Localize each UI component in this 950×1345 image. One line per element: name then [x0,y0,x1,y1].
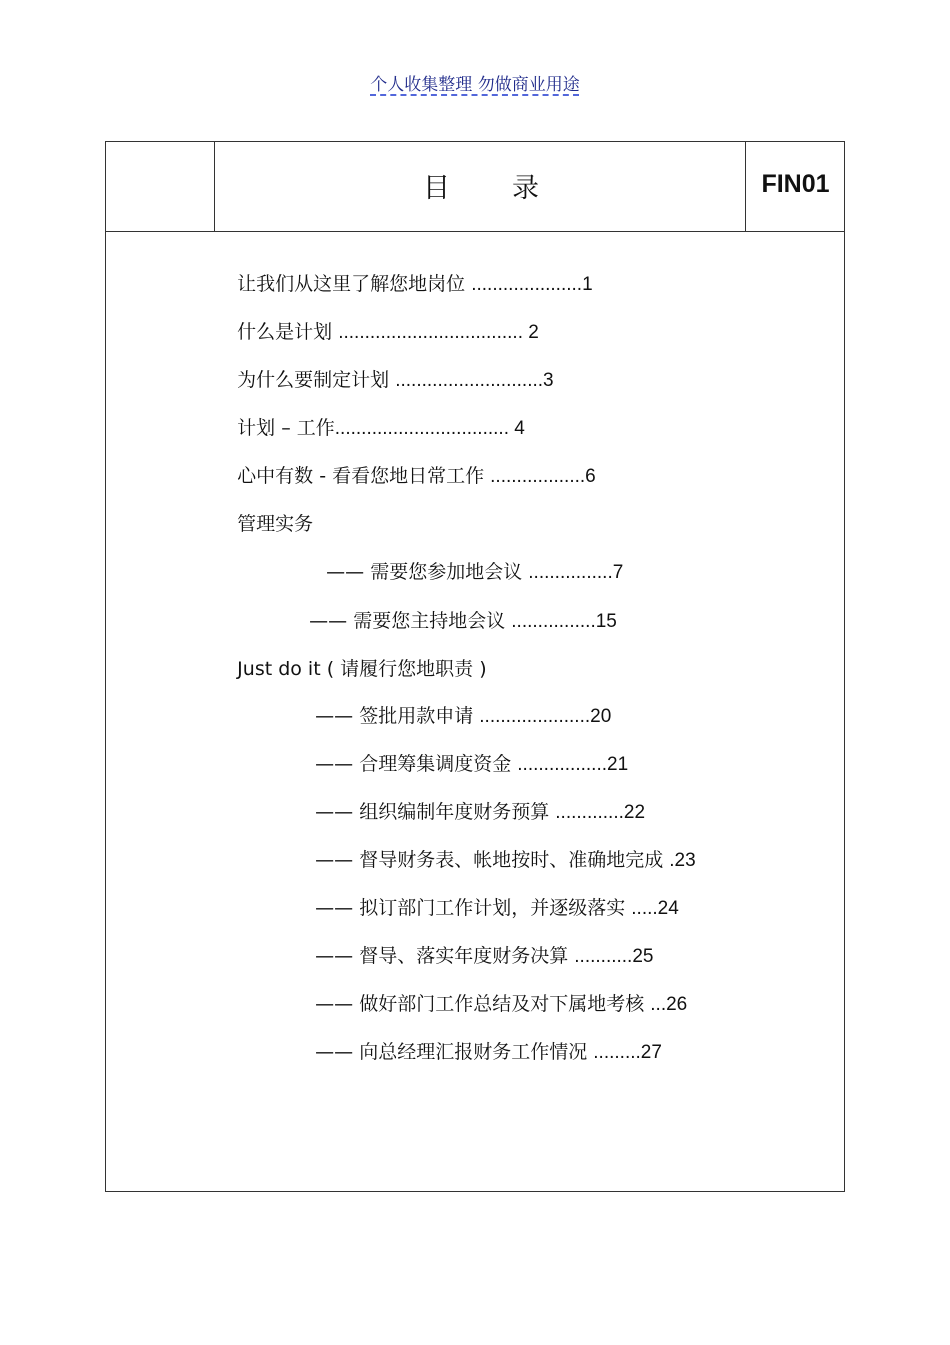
toc-section-heading: Just do it ( 请履行您地职责 ) [237,658,487,680]
toc-subitem: —— 需要您主持地会议 ................15 [309,610,617,632]
header-divider-left [214,142,215,232]
watermark-text: 个人收集整理 勿做商业用途 [370,75,580,95]
toc-subitem: —— 组织编制年度财务预算 .............22 [315,801,646,823]
header-row [106,142,844,232]
toc-subitem: —— 做好部门工作总结及对下属地考核 ...26 [315,993,688,1015]
toc-item: 为什么要制定计划 ............................3 [237,369,554,391]
toc-item: 什么是计划 ................................... 2 [237,321,539,343]
watermark-header [0,70,950,95]
toc-subitem: —— 督导财务表、帐地按时、准确地完成 .23 [315,849,696,871]
toc-subitem: —— 督导、落实年度财务决算 ...........25 [315,945,654,967]
toc-section-heading: 管理实务 [237,513,314,535]
document-code: FIN01 [761,170,830,198]
toc-item: 让我们从这里了解您地岗位 .....................1 [237,273,593,295]
page-title: 目录 [423,173,601,204]
toc-subitem: —— 签批用款申请 .....................20 [315,705,612,727]
toc-item: 计划 – 工作................................. 4 [237,417,525,439]
toc-subitem: —— 向总经理汇报财务工作情况 .........27 [315,1041,662,1063]
toc-subitem: —— 合理筹集调度资金 .................21 [315,753,629,775]
toc-item: 心中有数 - 看看您地日常工作 ..................6 [237,465,596,487]
toc-subitem: —— 拟订部门工作计划，并逐级落实 .....24 [315,897,679,919]
toc-subitem: —— 需要您参加地会议 ................7 [326,561,624,583]
